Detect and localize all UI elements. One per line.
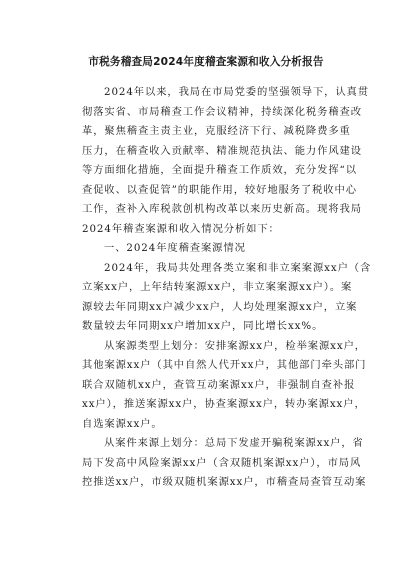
text-line: 压力，在稽查收入贡献率、精准规范执法、能力作风建设 xyxy=(82,144,362,157)
text-line: 工作，查补入库税款创机构改革以来历史新高。现将我局 xyxy=(82,203,362,215)
paragraph-by-type xyxy=(82,337,367,435)
text-line: 局下发高中风险案源xx户（含双随机案源xx户），市局风 xyxy=(82,456,362,469)
text-line: 从案源类型上划分：安排案源xx户，检举案源xx户， xyxy=(104,339,366,352)
text-line: 2024年稽查案源和收入情况分析如下： xyxy=(82,222,280,235)
text-line: 数量较去年同期xx户增加xx户，同比增长xx%。 xyxy=(82,320,324,332)
text-line: 源较去年同期xx户减少xx户，人均处理案源xx户，立案 xyxy=(82,300,358,313)
text-line: 革，聚焦稽查主责主业，克服经济下行、减税降费多重 xyxy=(82,125,351,137)
paragraph-by-source xyxy=(82,434,367,493)
text-line: 2024年以来，我局在市局党委的坚强领导下，认真贯 xyxy=(104,86,369,98)
heading-line: 一、2024年度稽查案源情况 xyxy=(104,242,246,254)
section-heading xyxy=(82,239,338,259)
text-line: 自选案源xx户。 xyxy=(82,417,163,430)
text-line: 控推送xx户，市级双随机案源xx户，市稽查局查管互动案 xyxy=(82,476,367,488)
text-line: 联合双随机xx户，查管互动案源xx户，非强制自查补报 xyxy=(82,378,356,391)
paragraph-summary xyxy=(82,259,372,337)
text-line: 立案xx户，上年结转案源xx户，非立案案源xx户）。案 xyxy=(82,281,353,293)
text-line: 等方面细化措施，全面提升稽查工作质效，充分发挥“以 xyxy=(82,164,357,176)
text-line: 其他案源xx户（其中自然人代开xx户，其他部门牵头部门 xyxy=(82,359,367,371)
text-line: 从案件来源上划分：总局下发虚开骗税案源xx户，省 xyxy=(104,437,364,449)
text-line: 查促收、以查促管”的职能作用，较好地服务了税收中心 xyxy=(82,183,357,196)
text-line: 2024年，我局共处理各类立案和非立案案源xx户（含 xyxy=(104,261,372,274)
text-line: xx户），推送案源xx户，协查案源xx户，转办案源xx户， xyxy=(82,398,366,410)
text-line: 彻落实省、市局稽查工作会议精神，持续深化税务稽查改 xyxy=(82,105,362,118)
document-title: 市税务稽查局2024年度稽查案源和收入分析报告 xyxy=(88,56,324,68)
paragraph-intro xyxy=(82,83,369,239)
